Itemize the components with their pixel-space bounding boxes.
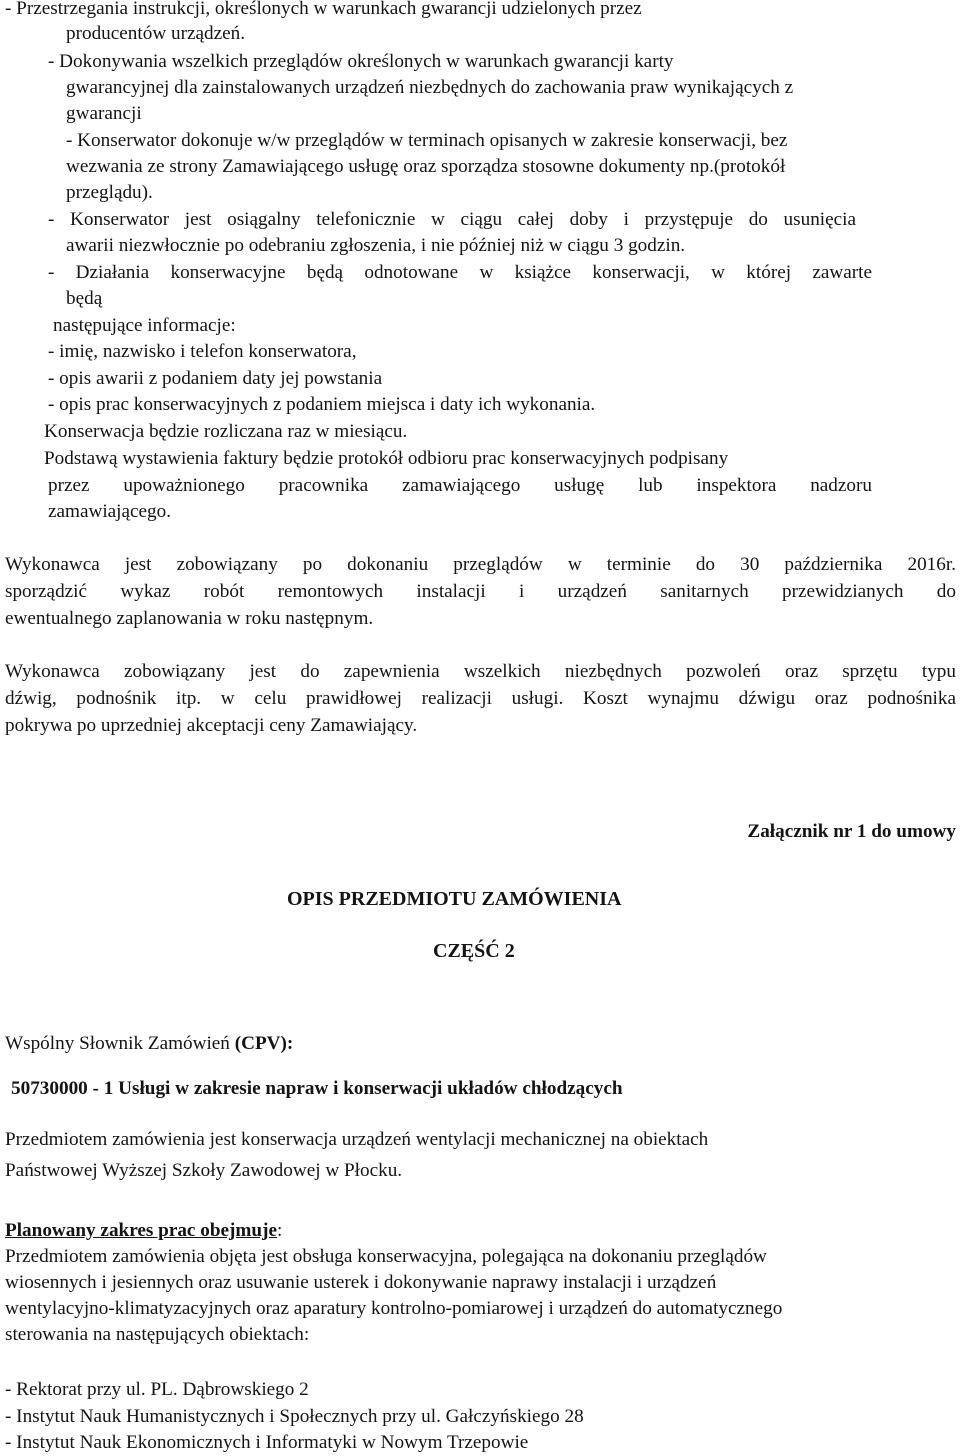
scope-line: wentylacyjno-klimatyzacyjnych oraz aparatury kontrolno-pomiarowej i urządzeń do automatycznego (5, 1298, 783, 1319)
cpv-code: 50730000 - 1 Usługi w zakresie napraw i konserwacji układów chłodzących (11, 1078, 623, 1099)
text-line: gwarancyjnej dla zainstalowanych urządzeń niezbędnych do zachowania praw wynikających z (66, 77, 794, 98)
text-line: - Dokonywania wszelkich przeglądów określonych w warunkach gwarancji karty (48, 51, 674, 72)
text-line: gwarancji (66, 103, 142, 124)
scope-heading: Planowany zakres prac obejmuje (5, 1220, 277, 1241)
list-item: - opis prac konserwacyjnych z podaniem miejsca i daty ich wykonania. (48, 394, 596, 415)
paragraph-line: Wykonawca zobowiązany jest do zapewnienia wszelkich niezbędnych pozwoleń oraz sprzętu typu (5, 661, 956, 682)
paragraph-line: Wykonawca jest zobowiązany po dokonaniu przeglądów w terminie do 30 października 2016r. (5, 554, 956, 575)
text-line: Konserwacja będzie rozliczana raz w miesiącu. (44, 421, 408, 442)
cpv-abbr: (CPV): (234, 1033, 294, 1054)
text-line: będą (66, 288, 103, 309)
paragraph-line: sporządzić wykaz robót remontowych instalacji i urządzeń sanitarnych przewidzianych do (5, 581, 956, 602)
text-line: - Działania konserwacyjne będą odnotowane w książce konserwacji, w której zawarte (48, 262, 872, 283)
scope-line: Przedmiotem zamówienia objęta jest obsługa konserwacyjna, polegająca na dokonaniu przeglądów (5, 1246, 767, 1267)
cpv-label: Wspólny Słownik Zamówień (5, 1033, 230, 1054)
paragraph-line: ewentualnego zaplanowania w roku następnym. (5, 608, 374, 629)
paragraph-line: dźwig, podnośnik itp. w celu prawidłowej realizacji usługi. Koszt wynajmu dźwigu oraz podnośnika (5, 688, 956, 709)
part-heading: CZĘŚĆ 2 (433, 940, 515, 962)
text-line: - Przestrzegania instrukcji, określonych w warunkach gwarancji udzielonych przez (5, 0, 642, 19)
text-line: producentów urządzeń. (66, 23, 246, 44)
scope-line: wiosennych i jesiennych oraz usuwanie usterek i dokonywanie naprawy instalacji i urządzeń (5, 1272, 717, 1293)
text-line: - Konserwator dokonuje w/w przeglądów w terminach opisanych w zakresie konserwacji, bez (66, 130, 788, 151)
text-line: zamawiającego. (48, 501, 172, 522)
text-line: awarii niezwłocznie po odebraniu zgłoszenia, i nie później niż w ciągu 3 godzin. (66, 235, 686, 256)
document-title: OPIS PRZEDMIOTU ZAMÓWIENIA (287, 888, 622, 910)
site-item: - Rektorat przy ul. PL. Dąbrowskiego 2 (5, 1379, 309, 1400)
list-item: - opis awarii z podaniem daty jej powstania (48, 368, 383, 389)
subject-line: Przedmiotem zamówienia jest konserwacja urządzeń wentylacji mechanicznej na obiektach (5, 1129, 709, 1150)
paragraph-line: pokrywa po uprzedniej akceptacji ceny Zamawiający. (5, 715, 418, 736)
scope-line: sterowania na następujących obiektach: (5, 1324, 310, 1345)
text-line: - Konserwator jest osiągalny telefonicznie w ciągu całej doby i przystępuje do usunięcia (48, 209, 856, 230)
text-line: następujące informacje: (53, 315, 236, 336)
list-item: - imię, nazwisko i telefon konserwatora, (48, 341, 357, 362)
scope-colon: : (276, 1220, 283, 1241)
scope-heading-line (5, 1219, 282, 1243)
cpv-line (5, 1032, 293, 1056)
site-item: - Instytut Nauk Humanistycznych i Społecznych przy ul. Gałczyńskiego 28 (5, 1406, 584, 1427)
text-line: przez upoważnionego pracownika zamawiającego usługę lub inspektora nadzoru (48, 475, 872, 496)
site-item: - Instytut Nauk Ekonomicznych i Informatyki w Nowym Trzepowie (5, 1432, 529, 1453)
text-line: Podstawą wystawienia faktury będzie protokół odbioru prac konserwacyjnych podpisany (44, 448, 729, 469)
subject-line: Państwowej Wyższej Szkoły Zawodowej w Płocku. (5, 1160, 403, 1181)
text-line: przeglądu). (66, 182, 153, 203)
text-line: wezwania ze strony Zamawiającego usługę oraz sporządza stosowne dokumenty np.(protokół (66, 156, 786, 177)
annex-label: Załącznik nr 1 do umowy (747, 821, 956, 842)
